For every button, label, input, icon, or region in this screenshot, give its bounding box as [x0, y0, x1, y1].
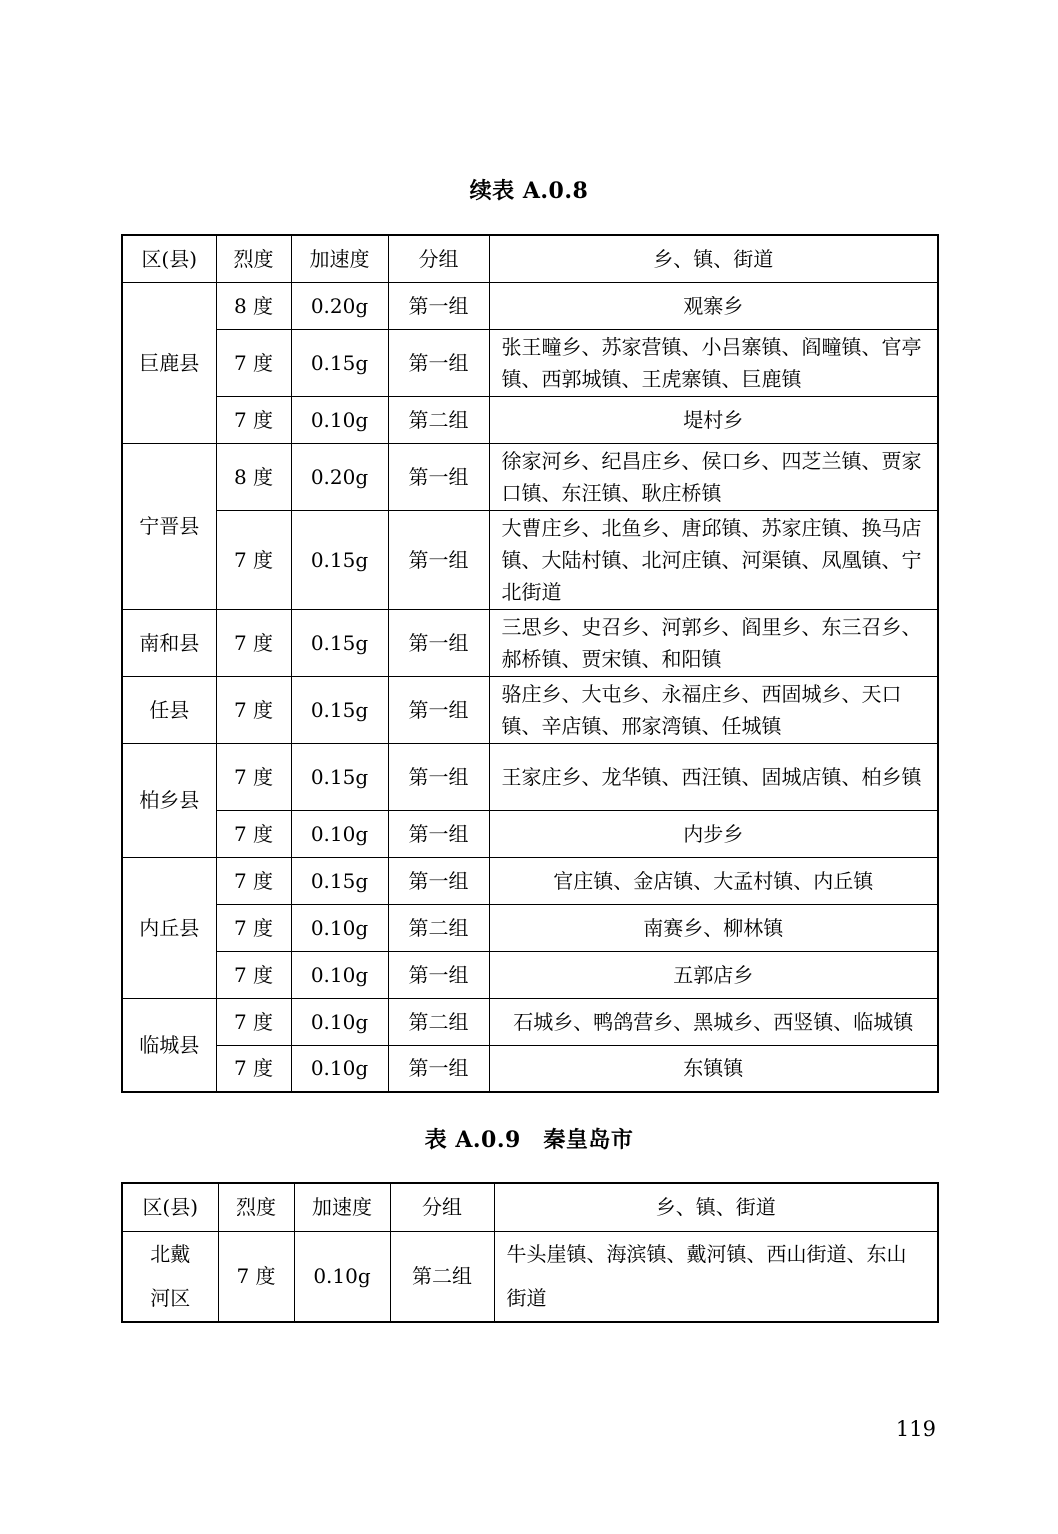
- accel-cell: 0.10g: [291, 998, 388, 1045]
- header-intensity: 烈度: [218, 1183, 294, 1231]
- accel-cell: 0.10g: [291, 904, 388, 951]
- table1: [121, 234, 939, 1093]
- intensity-cell: 7 度: [216, 904, 291, 951]
- group-cell: 第二组: [388, 396, 489, 443]
- accel-cell: 0.15g: [291, 743, 388, 810]
- header-district: 区(县): [122, 1183, 218, 1231]
- towns-cell: 五郭店乡: [489, 951, 938, 998]
- accel-cell: 0.10g: [291, 1045, 388, 1092]
- group-cell: 第一组: [388, 676, 489, 743]
- group-cell: 第一组: [388, 810, 489, 857]
- district-cell: 内丘县: [122, 857, 216, 998]
- group-cell: 第二组: [388, 998, 489, 1045]
- district-cell: 北戴河区: [122, 1231, 218, 1322]
- table-row: [122, 951, 938, 998]
- intensity-cell: 7 度: [216, 329, 291, 396]
- accel-cell: 0.10g: [294, 1231, 390, 1322]
- towns-cell: 堤村乡: [489, 396, 938, 443]
- towns-cell: 南赛乡、柳林镇: [489, 904, 938, 951]
- table-row: [122, 609, 938, 676]
- header-towns: 乡、镇、街道: [494, 1183, 938, 1231]
- table-row: [122, 282, 938, 329]
- towns-cell: 大曹庄乡、北鱼乡、唐邱镇、苏家庄镇、换马店镇、大陆村镇、北河庄镇、河渠镇、凤凰镇、宁北街道: [489, 510, 938, 609]
- intensity-cell: 7 度: [216, 1045, 291, 1092]
- table-row: [122, 1231, 938, 1322]
- intensity-cell: 7 度: [216, 951, 291, 998]
- accel-cell: 0.15g: [291, 857, 388, 904]
- intensity-cell: 7 度: [216, 676, 291, 743]
- table2-title: 表 A.0.9 秦皇岛市: [424, 1127, 634, 1153]
- table-row: [122, 810, 938, 857]
- group-cell: 第一组: [388, 510, 489, 609]
- table-row: [122, 904, 938, 951]
- group-cell: 第一组: [388, 951, 489, 998]
- table-row: [122, 743, 938, 810]
- table2: [121, 1182, 939, 1323]
- towns-cell: 石城乡、鸭鸽营乡、黑城乡、西竖镇、临城镇: [489, 998, 938, 1045]
- towns-cell: 骆庄乡、大屯乡、永福庄乡、西固城乡、天口镇、辛店镇、邢家湾镇、任城镇: [489, 676, 938, 743]
- intensity-cell: 8 度: [216, 282, 291, 329]
- intensity-cell: 7 度: [216, 510, 291, 609]
- accel-cell: 0.10g: [291, 396, 388, 443]
- group-cell: 第一组: [388, 609, 489, 676]
- accel-cell: 0.20g: [291, 443, 388, 510]
- accel-cell: 0.15g: [291, 609, 388, 676]
- intensity-cell: 7 度: [216, 743, 291, 810]
- header-district: 区(县): [122, 235, 216, 282]
- header-acceleration: 加速度: [291, 235, 388, 282]
- table-row: [122, 329, 938, 396]
- accel-cell: 0.15g: [291, 510, 388, 609]
- group-cell: 第一组: [388, 329, 489, 396]
- intensity-cell: 7 度: [216, 857, 291, 904]
- table2-header-row: [122, 1183, 938, 1231]
- accel-cell: 0.10g: [291, 810, 388, 857]
- district-cell: 巨鹿县: [122, 282, 216, 443]
- header-acceleration: 加速度: [294, 1183, 390, 1231]
- group-cell: 第二组: [390, 1231, 494, 1322]
- header-intensity: 烈度: [216, 235, 291, 282]
- district-cell: 南和县: [122, 609, 216, 676]
- towns-cell: 张王疃乡、苏家营镇、小吕寨镇、阎疃镇、官亭镇、西郭城镇、王虎寨镇、巨鹿镇: [489, 329, 938, 396]
- table-row: [122, 676, 938, 743]
- towns-cell: 东镇镇: [489, 1045, 938, 1092]
- group-cell: 第一组: [388, 857, 489, 904]
- district-cell: 临城县: [122, 998, 216, 1092]
- header-group: 分组: [390, 1183, 494, 1231]
- towns-cell: 观寨乡: [489, 282, 938, 329]
- table-row: [122, 1045, 938, 1092]
- accel-cell: 0.10g: [291, 951, 388, 998]
- page-number: 119: [895, 1417, 936, 1441]
- group-cell: 第一组: [388, 443, 489, 510]
- towns-cell: 徐家河乡、纪昌庄乡、侯口乡、四芝兰镇、贾家口镇、东汪镇、耿庄桥镇: [489, 443, 938, 510]
- district-cell: 任县: [122, 676, 216, 743]
- intensity-cell: 7 度: [216, 810, 291, 857]
- table1-header-row: [122, 235, 938, 282]
- table1-title: 续表 A.0.8: [469, 178, 589, 204]
- intensity-cell: 7 度: [216, 998, 291, 1045]
- header-group: 分组: [388, 235, 489, 282]
- accel-cell: 0.20g: [291, 282, 388, 329]
- towns-cell: 内步乡: [489, 810, 938, 857]
- district-cell: 柏乡县: [122, 743, 216, 857]
- intensity-cell: 7 度: [218, 1231, 294, 1322]
- table-row: [122, 396, 938, 443]
- group-cell: 第一组: [388, 282, 489, 329]
- table-row: [122, 998, 938, 1045]
- towns-cell: 官庄镇、金店镇、大孟村镇、内丘镇: [489, 857, 938, 904]
- group-cell: 第一组: [388, 743, 489, 810]
- header-towns: 乡、镇、街道: [489, 235, 938, 282]
- towns-cell: 王家庄乡、龙华镇、西汪镇、固城店镇、柏乡镇: [489, 743, 938, 810]
- table-row: [122, 443, 938, 510]
- group-cell: 第二组: [388, 904, 489, 951]
- accel-cell: 0.15g: [291, 329, 388, 396]
- district-cell: 宁晋县: [122, 443, 216, 609]
- table-row: [122, 510, 938, 609]
- intensity-cell: 8 度: [216, 443, 291, 510]
- towns-cell: 牛头崖镇、海滨镇、戴河镇、西山街道、东山街道: [494, 1231, 938, 1322]
- intensity-cell: 7 度: [216, 609, 291, 676]
- intensity-cell: 7 度: [216, 396, 291, 443]
- group-cell: 第一组: [388, 1045, 489, 1092]
- table-row: [122, 857, 938, 904]
- towns-cell: 三思乡、史召乡、河郭乡、阎里乡、东三召乡、郝桥镇、贾宋镇、和阳镇: [489, 609, 938, 676]
- accel-cell: 0.15g: [291, 676, 388, 743]
